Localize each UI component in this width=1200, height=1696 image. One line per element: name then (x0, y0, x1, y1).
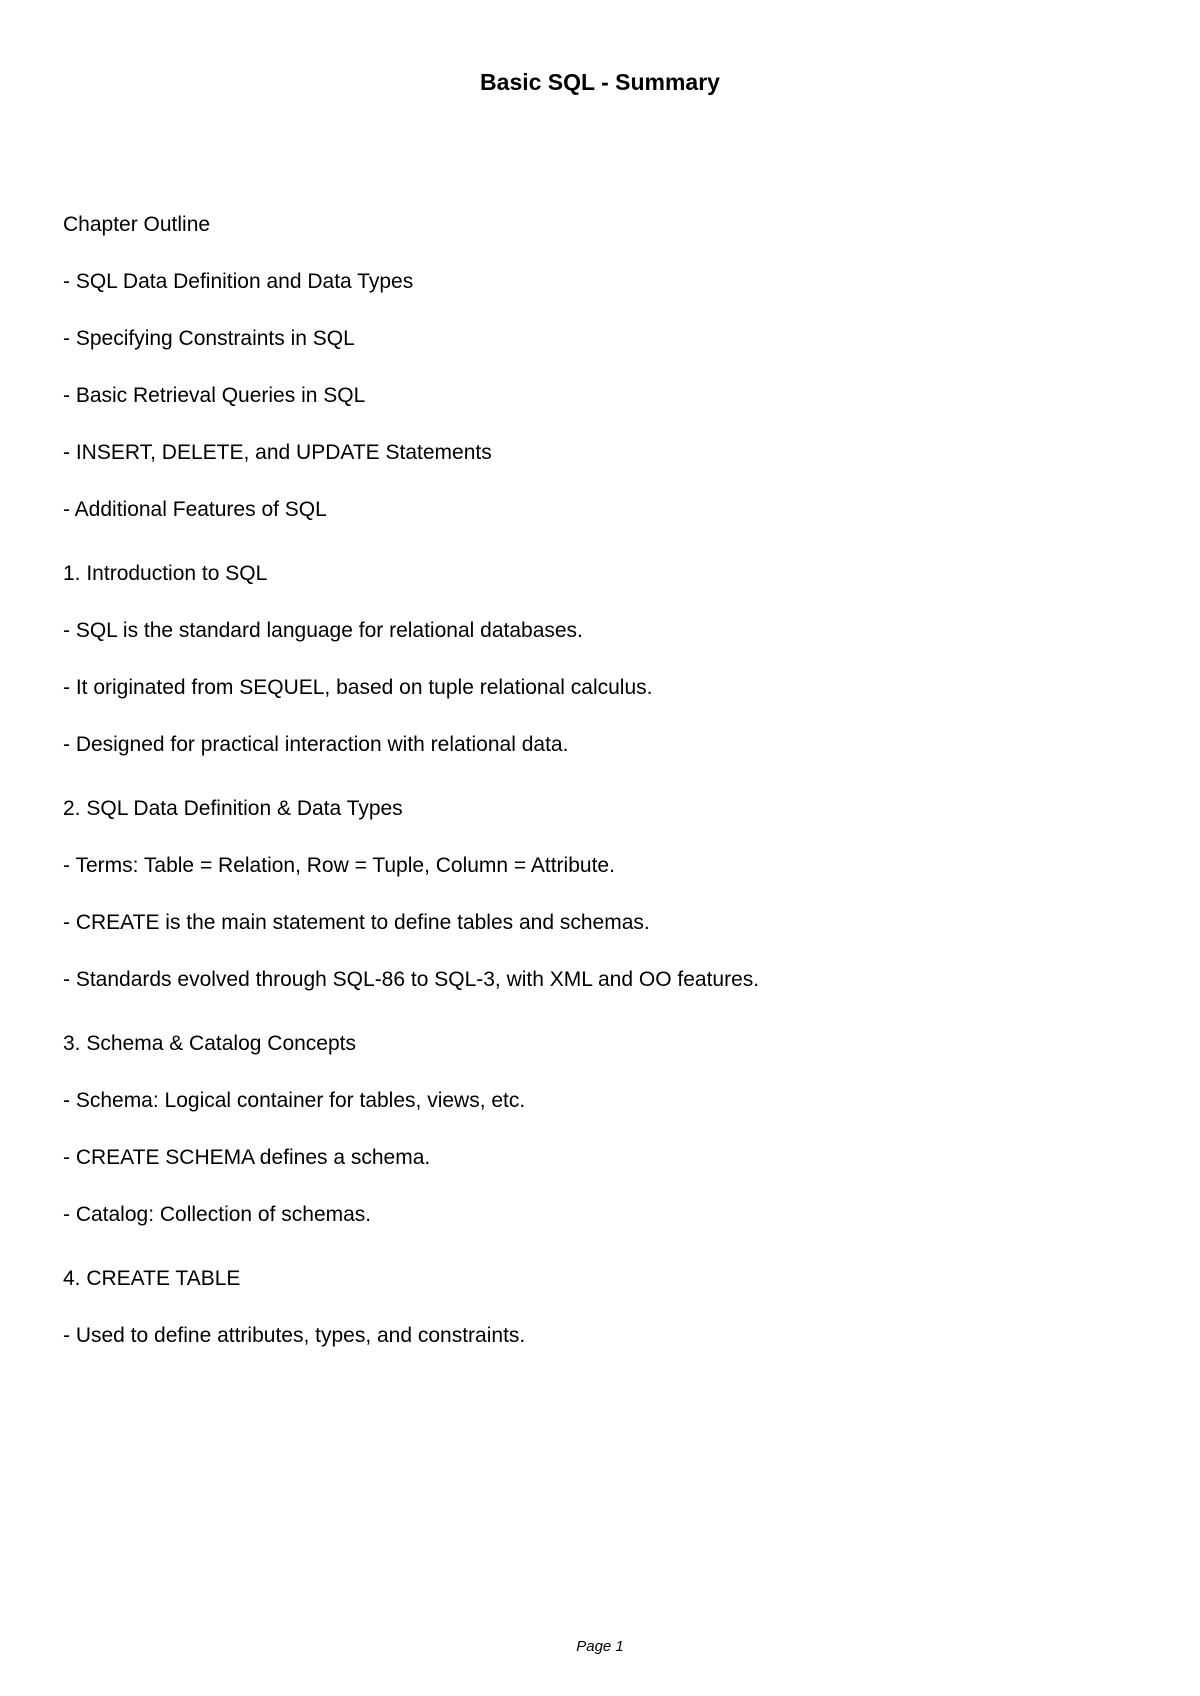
section-heading: 1. Introduction to SQL (63, 562, 268, 585)
bullet-item: - SQL is the standard language for relational databases. (63, 619, 583, 642)
bullet-item: - Additional Features of SQL (63, 498, 327, 521)
section-heading: Chapter Outline (63, 213, 211, 236)
bullet-item: - CREATE SCHEMA defines a schema. (63, 1146, 431, 1169)
bullet-item: - Terms: Table = Relation, Row = Tuple, Column = Attribute. (63, 854, 615, 877)
bullet-item: - Basic Retrieval Queries in SQL (63, 384, 366, 407)
bullet-item: - SQL Data Definition and Data Types (63, 270, 414, 293)
bullet-item: - INSERT, DELETE, and UPDATE Statements (63, 441, 492, 464)
page-number: Page 1 (576, 1638, 624, 1655)
section-heading: 3. Schema & Catalog Concepts (63, 1032, 356, 1055)
bullet-item: - Used to define attributes, types, and constraints. (63, 1324, 526, 1347)
bullet-item: - Standards evolved through SQL-86 to SQL-3, with XML and OO features. (63, 968, 760, 991)
section-heading: 2. SQL Data Definition & Data Types (63, 797, 403, 820)
section-heading: 4. CREATE TABLE (63, 1267, 241, 1290)
bullet-item: - It originated from SEQUEL, based on tuple relational calculus. (63, 676, 653, 699)
bullet-item: - Catalog: Collection of schemas. (63, 1203, 372, 1226)
section-introduction (63, 560, 1143, 759)
document-body (63, 211, 1143, 1386)
bullet-item: - Specifying Constraints in SQL (63, 327, 355, 350)
bullet-item: - CREATE is the main statement to define tables and schemas. (63, 911, 650, 934)
document-title: Basic SQL - Summary (480, 69, 720, 95)
section-schema-catalog (63, 1030, 1143, 1229)
bullet-item: - Schema: Logical container for tables, views, etc. (63, 1089, 526, 1112)
section-data-definition (63, 795, 1143, 994)
section-create-table (63, 1265, 1143, 1350)
bullet-item: - Designed for practical interaction with relational data. (63, 733, 569, 756)
section-chapter-outline (63, 211, 1143, 524)
